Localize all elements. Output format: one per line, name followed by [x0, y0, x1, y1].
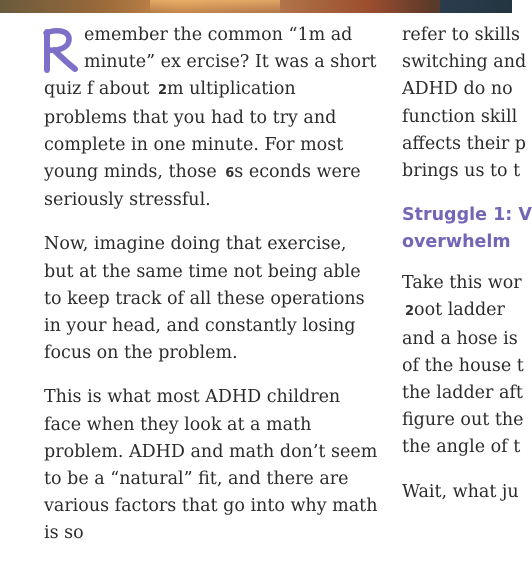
intro-text-2: m ad minute” ex ercise? It was a short quiz [44, 25, 377, 100]
hero-image-highlight [150, 0, 280, 13]
intro-text-3: f about [81, 79, 155, 100]
paragraph-intro [44, 22, 380, 214]
right-line-12: figure out the [402, 410, 524, 431]
struggle-heading [402, 202, 532, 256]
right-line-7: Take this wor [402, 273, 522, 294]
struggle-heading-line-1: Struggle 1: V [402, 205, 532, 226]
ladder-glitch-digit: 2 [405, 304, 412, 320]
intro-text-5: s econds were seriously stressful. [44, 162, 361, 211]
right-line-1: refer to skills [402, 25, 520, 45]
right-line-8: 2 oot ladder [402, 297, 532, 325]
intro-text-4: m ultiplication problems that you had to try and complete in one minute. For most young minds, those [44, 79, 344, 183]
article-left-column [44, 22, 380, 565]
right-line-14: Wait, what ju [402, 481, 519, 502]
svg-text:R: R [58, 58, 59, 59]
right-line-11: the ladder aft [402, 383, 523, 404]
intro-text-1: emember the common “1 [84, 25, 309, 45]
right-line-4: function skill [402, 106, 518, 127]
article-right-column [402, 22, 532, 506]
right-line-2: switching and [402, 52, 527, 73]
right-line-13: the angle of t [402, 437, 521, 458]
right-line-10: of the house t [402, 355, 524, 376]
intro-glitch-digit-2: 6 [225, 166, 232, 182]
struggle-heading-line-2: overwhelm [402, 232, 511, 253]
paragraph-imagine: Now, imagine doing that exercise, but at the same time not being able to keep track of all these operations in your head, and constantly losing focus on the problem. [44, 234, 365, 364]
hero-image-shadow [440, 0, 512, 13]
drop-cap [42, 28, 78, 74]
paragraph-adhd-children: This is what most ADHD children face when they look at a math problem. ADHD and math don’t seem to be a “natural” fit, and there are various factors that go into why math is so [44, 387, 378, 544]
right-line-6: brings us to t [402, 161, 521, 182]
right-line-3: ADHD do no [402, 79, 513, 100]
intro-glitch-digit-1: 2 [157, 83, 164, 99]
hero-image-strip [0, 0, 512, 13]
right-line-5: affects their p [402, 133, 526, 154]
right-line-9: and a hose is [402, 328, 518, 349]
